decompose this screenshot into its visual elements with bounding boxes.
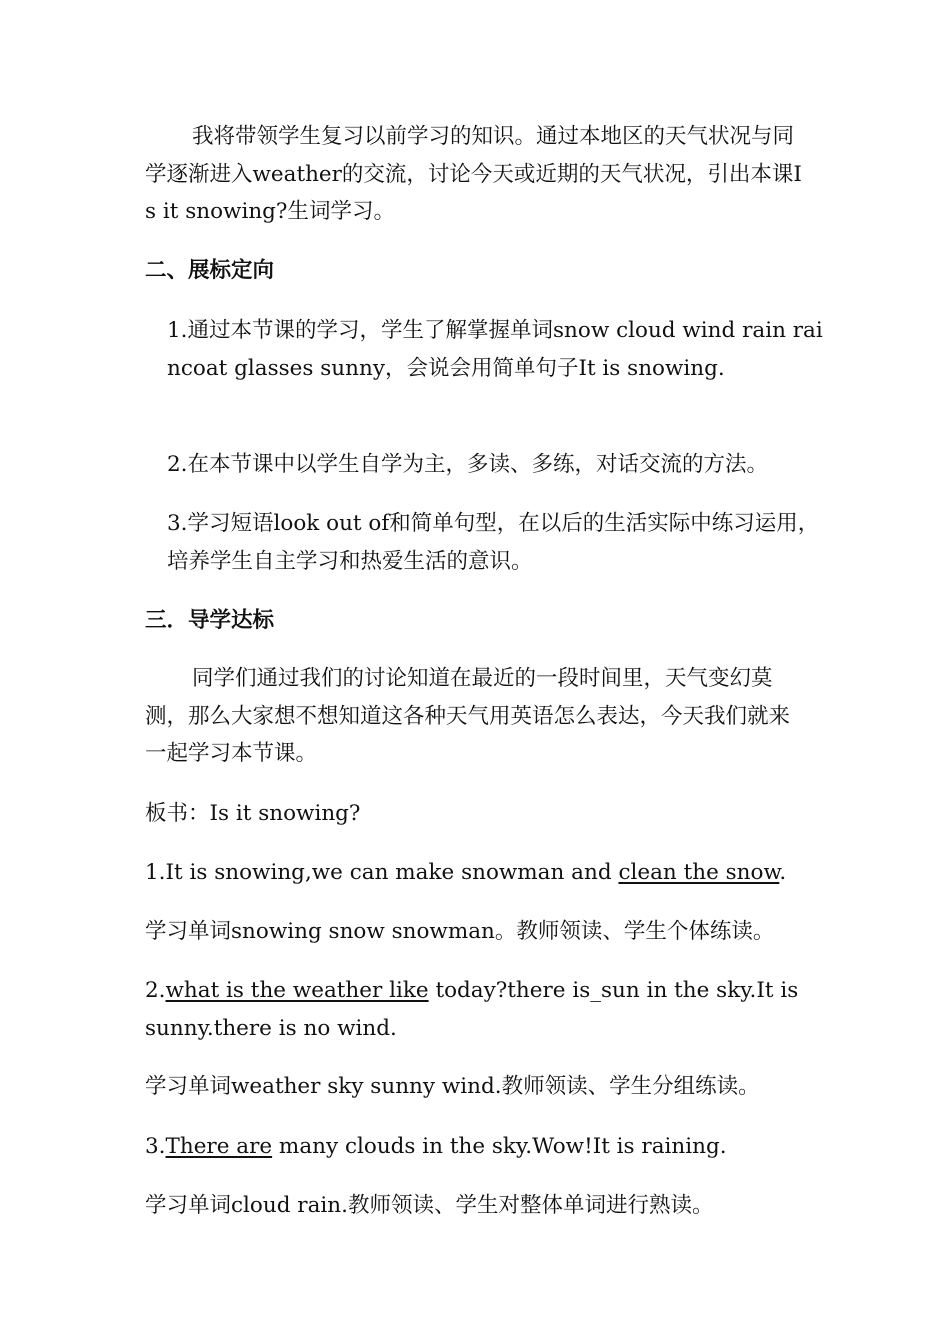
- sentence-1-end: .: [779, 860, 787, 885]
- sentence-3-text: 3.: [145, 1134, 166, 1159]
- sentence-3-end: many clouds in the sky.Wow!It is raining.: [272, 1134, 727, 1159]
- sentence-1-underlined: clean the snow: [618, 860, 780, 885]
- sentence-3-underlined: There are: [165, 1134, 273, 1159]
- vocab-line-2: 学习单词weather sky sunny wind.教师领读、学生分组练读。: [145, 1074, 760, 1099]
- vocab-line-3: 学习单词cloud rain.教师领读、学生对整体单词进行熟读。: [145, 1193, 714, 1218]
- example-sentence-2: [145, 972, 810, 1047]
- example-sentence-1: [145, 854, 810, 892]
- section-heading-3: 三．导学达标: [145, 608, 275, 633]
- objective-item-3: 3.学习短语look out of和简单句型，在以后的生活实际中练习运用，培养学生自主学习和热爱生活的意识。: [167, 511, 820, 574]
- sentence-2-end: today?there is_sun in the sky.It is sunny.there is no wind.: [145, 978, 799, 1041]
- sentence-1-text: 1.It is snowing,we can make snowman and: [145, 860, 619, 885]
- lesson-intro-paragraph: 同学们通过我们的讨论知道在最近的一段时间里，天气变幻莫测，那么大家想不想知道这各种天气用英语怎么表达，今天我们就来一起学习本节课。: [145, 666, 791, 766]
- section-heading-2: 二、展标定向: [145, 258, 275, 283]
- sentence-2-text: 2.: [145, 978, 166, 1003]
- objective-item-2: 2.在本节课中以学生自学为主，多读、多练，对话交流的方法。: [167, 452, 769, 477]
- objective-item-1: 1.通过本节课的学习，学生了解掌握单词snow cloud wind rain raincoat glasses sunny，会说会用简单句子It is snowing.: [167, 318, 823, 381]
- vocab-line-1: 学习单词snowing snow snowman。教师领读、学生个体练读。: [145, 919, 775, 944]
- sentence-2-underlined: what is the weather like: [165, 978, 429, 1003]
- board-title: 板书：Is it snowing?: [145, 801, 361, 826]
- example-sentence-3: [145, 1128, 810, 1166]
- intro-paragraph: 我将带领学生复习以前学习的知识。通过本地区的天气状况与同学逐渐进入weather的交流，讨论今天或近期的天气状况，引出本课Is it snowing?生词学习。: [145, 124, 802, 224]
